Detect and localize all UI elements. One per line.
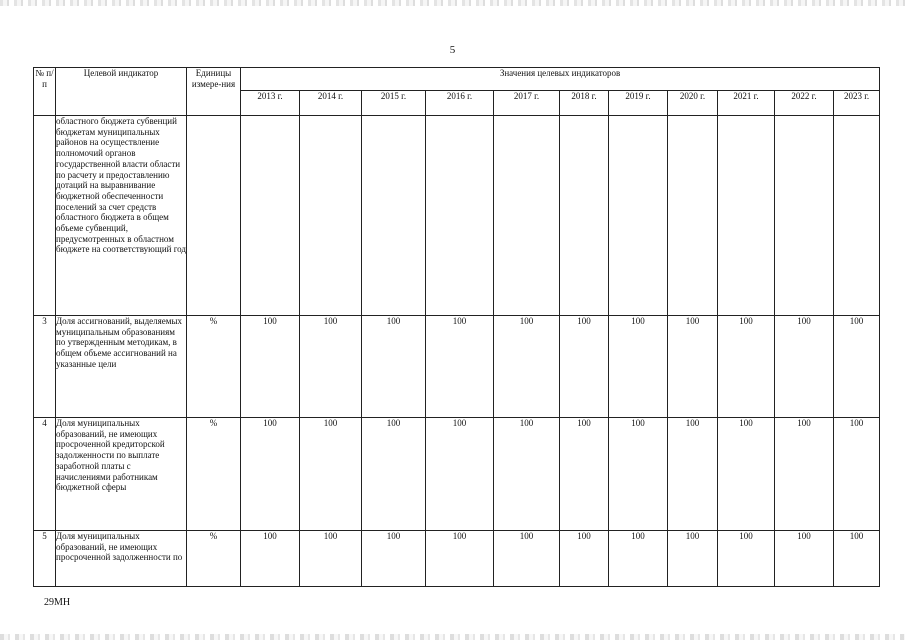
row-value: 100 [426,531,494,587]
page-number: 5 [449,44,456,56]
row-value: 100 [560,316,609,418]
row-indicator: Доля муниципальных образований, не имеющих просроченной задолженности по [56,531,187,587]
header-indicator: Целевой индикатор [56,68,187,116]
row-unit [187,116,241,316]
header-year: 2014 г. [300,91,362,116]
row-value: 100 [609,531,668,587]
row-value: 100 [362,531,426,587]
row-value: 100 [426,316,494,418]
row-value [718,116,775,316]
scan-edge-bottom [0,634,905,640]
row-value: 100 [494,316,560,418]
header-row-1 [34,68,880,91]
row-value [241,116,300,316]
table-row [34,531,880,587]
row-num [34,116,56,316]
row-num: 4 [34,418,56,531]
row-value: 100 [834,531,880,587]
row-indicator: Доля муниципальных образований, не имеющих просроченной кредиторской задолженности по выплате заработной платы с начислениями работникам бюджетной сферы [56,418,187,531]
row-value: 100 [241,418,300,531]
table-row [34,116,880,316]
row-value: 100 [609,316,668,418]
row-value: 100 [718,316,775,418]
header-year: 2016 г. [426,91,494,116]
row-value: 100 [494,531,560,587]
header-year: 2015 г. [362,91,426,116]
row-value: 100 [560,418,609,531]
document-code: 29МН [44,597,71,608]
row-value: 100 [718,418,775,531]
row-value: 100 [300,531,362,587]
row-value: 100 [300,316,362,418]
row-value: 100 [775,316,834,418]
header-year: 2020 г. [668,91,718,116]
row-indicator: Доля ассигнований, выделяемых муниципальным образованиям по утвержденным методикам, в общем объеме ассигнований на указанные цели [56,316,187,418]
header-year: 2021 г. [718,91,775,116]
row-value: 100 [362,316,426,418]
row-num: 3 [34,316,56,418]
header-year: 2013 г. [241,91,300,116]
row-unit: % [187,316,241,418]
header-year: 2017 г. [494,91,560,116]
table-row [34,316,880,418]
row-value: 100 [775,531,834,587]
header-unit: Единицы измере-ния [187,68,241,116]
row-value: 100 [718,531,775,587]
row-indicator: областного бюджета субвенций бюджетам муниципальных районов на осуществление полномочий органов государственной власти области по расчету и предоставлению дотаций на выравнивание бюджетной обеспеченности поселений за счет средств областного бюджета в общем объеме субвенций, предусмотренных в областном бюджете на соответствующий год [56,116,187,316]
header-year: 2019 г. [609,91,668,116]
row-value: 100 [834,316,880,418]
row-value: 100 [609,418,668,531]
header-values-group: Значения целевых индикаторов [241,68,880,91]
row-value: 100 [241,531,300,587]
scan-edge-top [0,0,905,6]
row-num: 5 [34,531,56,587]
row-value [668,116,718,316]
row-value: 100 [300,418,362,531]
row-value: 100 [494,418,560,531]
row-value [494,116,560,316]
row-value: 100 [560,531,609,587]
row-value: 100 [426,418,494,531]
row-value: 100 [362,418,426,531]
row-value: 100 [668,418,718,531]
header-year: 2022 г. [775,91,834,116]
header-year: 2018 г. [560,91,609,116]
row-value: 100 [668,316,718,418]
table-row [34,418,880,531]
row-value: 100 [834,418,880,531]
header-num: № п/п [34,68,56,116]
row-value: 100 [241,316,300,418]
row-unit: % [187,418,241,531]
row-value: 100 [775,418,834,531]
row-value: 100 [668,531,718,587]
row-value [775,116,834,316]
row-value [362,116,426,316]
target-indicators-table [33,67,880,587]
header-year: 2023 г. [834,91,880,116]
row-value [560,116,609,316]
row-unit: % [187,531,241,587]
row-value [609,116,668,316]
row-value [834,116,880,316]
row-value [426,116,494,316]
row-value [300,116,362,316]
